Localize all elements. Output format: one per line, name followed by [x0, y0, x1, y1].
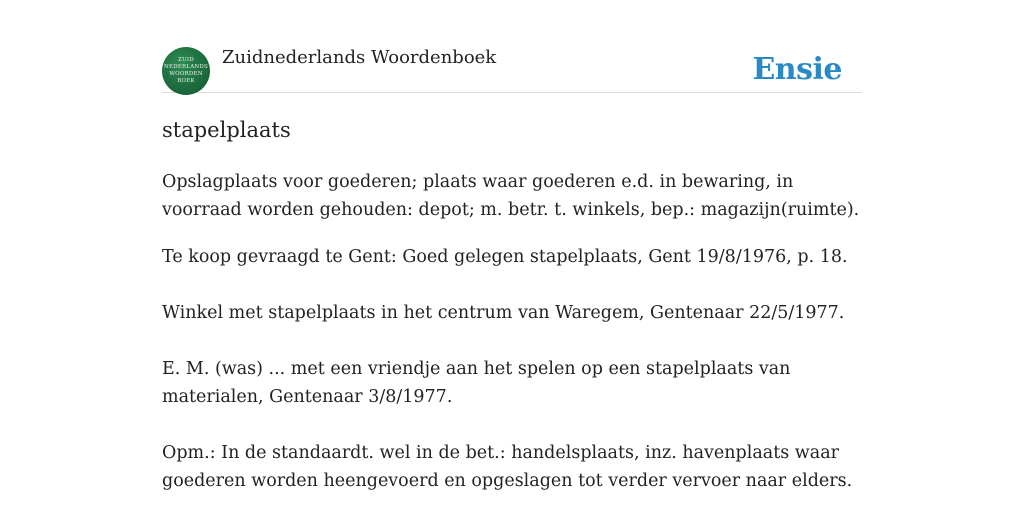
ensie-logo[interactable]: Ensie [752, 52, 842, 87]
entry-headword: stapelplaats [162, 118, 291, 142]
logo-text-line: NEDERLANDS [163, 64, 208, 70]
logo-text-line: WOORDEN [169, 71, 203, 77]
site-header [162, 46, 862, 93]
dictionary-name[interactable]: Zuidnederlands Woordenboek [222, 47, 497, 68]
logo-text-line: BOEK [177, 78, 195, 84]
entry-example: E. M. (was) ... met een vriendje aan het spelen op een stapelplaats van materialen, Gentenaar 3/8/1977. [162, 359, 791, 407]
entry-example: Winkel met stapelplaats in het centrum van Waregem, Gentenaar 22/5/1977. [162, 303, 845, 323]
entry-example: Te koop gevraagd te Gent: Goed gelegen stapelplaats, Gent 19/8/1976, p. 18. [162, 247, 848, 267]
logo-text-line: ZUID [178, 57, 194, 63]
entry-definition: Opslagplaats voor goederen; plaats waar goederen e.d. in bewaring, in voorraad worden gehouden: depot; m. betr. t. winkels, bep.: magazijn(ruimte). [162, 172, 860, 220]
entry-note: Opm.: In de standaardt. wel in de bet.: handelsplaats, inz. havenplaats waar goederen worden heengevoerd en opgeslagen tot verder vervoer naar elders. [162, 443, 853, 491]
dictionary-logo[interactable] [162, 47, 210, 95]
